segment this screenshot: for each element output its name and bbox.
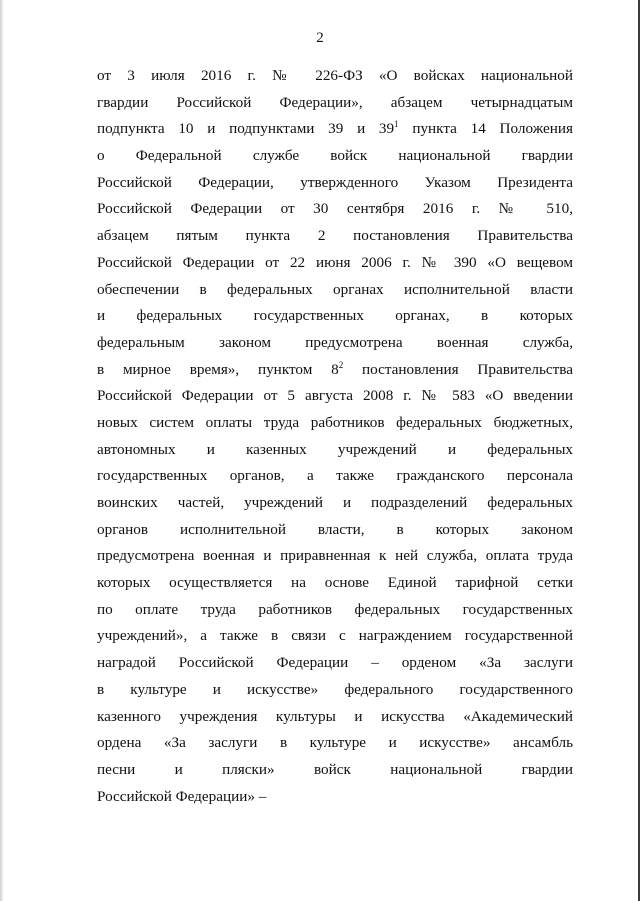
text-line: Российской Федерации от 22 июня 2006 г. № 390 «О вещевом [97,253,573,271]
text-line: федеральным законом предусмотрена военная служба, [97,333,573,351]
page-number: 2 [316,30,324,46]
superscript: 1 [394,119,399,130]
text-line: абзацем пятым пункта 2 постановления Правительства [97,227,573,245]
text-line: воинских частей, учреждений и подразделений федеральных [97,494,573,511]
text-line: от 3 июля 2016 г. № 226-ФЗ «О войсках национальной [97,67,573,84]
text-line: новых систем оплаты труда работников федеральных бюджетных, [97,413,573,431]
text-line: по оплате труда работников федеральных государственных [97,600,573,618]
text-line: Российской Федерации от 5 августа 2008 г. № 583 «О введении [97,387,573,405]
text-fragment: постановления Правительства [343,360,573,378]
text-line: обеспечении в федеральных органах исполнительной власти [97,280,573,298]
text-line [97,116,573,143]
text-line: которых осуществляется на основе Единой тарифной сетки [97,574,573,592]
text-line: гвардии Российской Федерации», абзацем четырнадцатым [97,93,573,111]
text-line: ордена «За заслуги в культуре и искусстве» ансамбль [97,734,573,752]
text-line: органов исполнительной власти, в которых законом [97,520,573,538]
text-line: и федеральных государственных органах, в которых [97,307,573,325]
scan-left-shadow [0,0,4,901]
text-line: Российской Федерации, утвержденного Указом Президента [97,173,573,191]
text-line: Российской Федерации» – [97,787,267,805]
text-line: автономных и казенных учреждений и федеральных [97,440,573,458]
text-line: о Федеральной службе войск национальной гвардии [97,147,573,165]
text-line: песни и пляски» войск национальной гвардии [97,760,573,778]
text-line: наградой Российской Федерации – орденом «За заслуги [97,654,573,672]
text-line: Российской Федерации от 30 сентября 2016 г. № 510, [97,200,573,218]
text-line [97,357,573,384]
text-line: казенного учреждения культуры и искусства «Академический [97,707,573,725]
text-fragment: в мирное время», пунктом 8 [97,360,339,378]
text-line: в культуре и искусстве» федерального государственного [97,680,573,698]
text-line: предусмотрена военная и приравненная к ней служба, оплата труда [97,547,573,565]
text-fragment: пункта 14 Положения [398,120,573,138]
text-line: государственных органов, а также гражданского персонала [97,467,573,485]
body-text [97,63,573,810]
text-fragment: подпункта 10 и подпунктами 39 и 39 [97,120,395,138]
superscript: 2 [338,359,344,370]
text-line: учреждений», а также в связи с награждением государственной [97,627,573,645]
